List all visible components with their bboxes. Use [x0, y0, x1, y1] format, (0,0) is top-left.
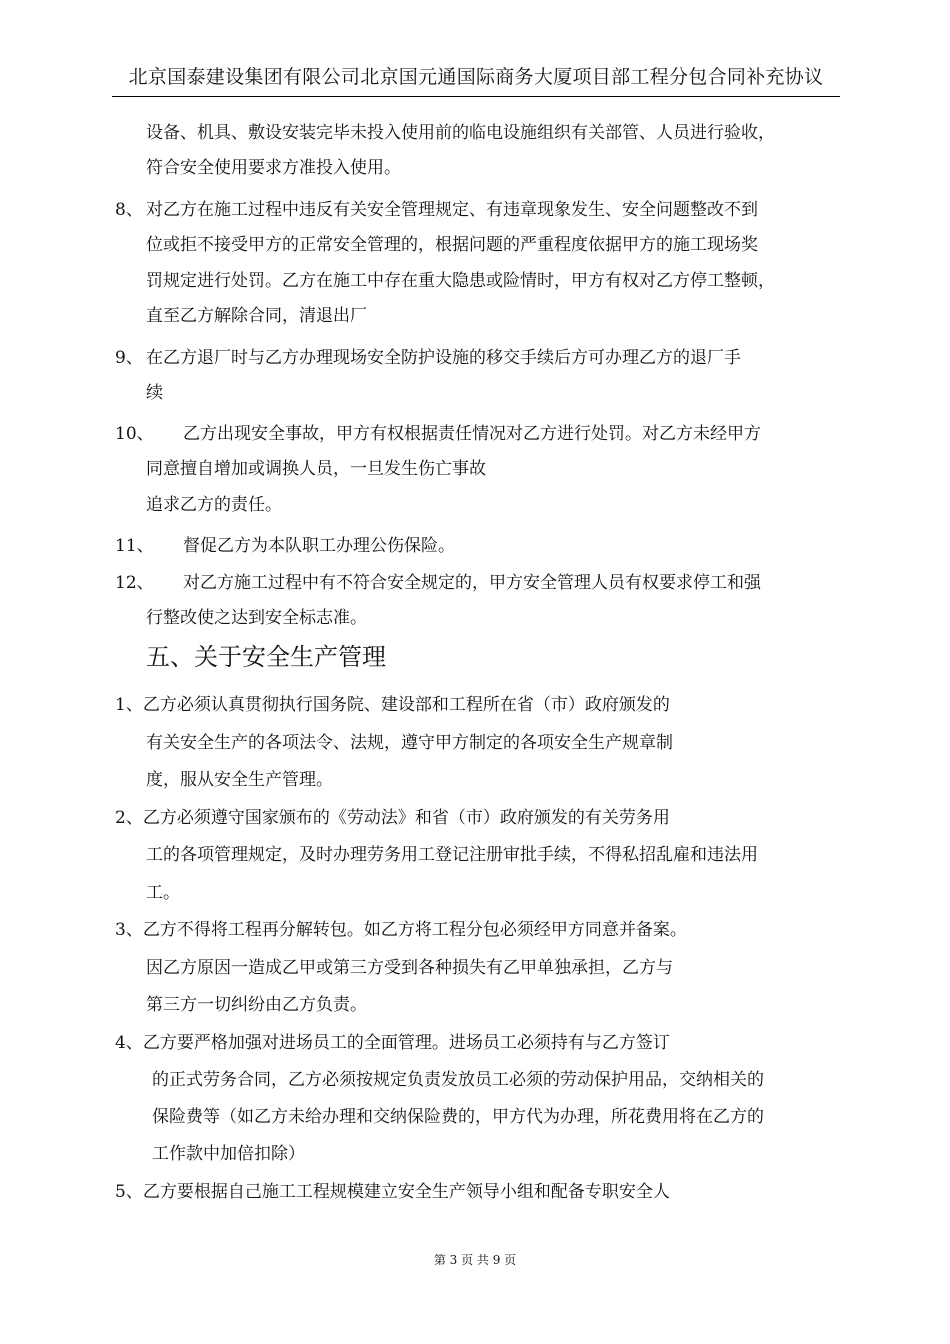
item-8-line-4: 直至乙方解除合同，清退出厂 [146, 306, 367, 326]
clause-4-line-2: 的正式劳务合同，乙方必须按规定负责发放员工必须的劳动保护用品，交纳相关的 [152, 1070, 764, 1090]
clause-2-line-3: 工。 [146, 883, 180, 903]
page-number: 第 3 页 共 9 页 [433, 1253, 517, 1267]
item-8-line-1: 对乙方在施工过程中违反有关安全管理规定、有违章现象发生、安全问题整改不到 [146, 200, 758, 220]
clause-4-line-3: 保险费等（如乙方未给办理和交纳保险费的，甲方代为办理，所花费用将在乙方的 [152, 1107, 764, 1127]
clause-4-line-1: 4、乙方要严格加强对进场员工的全面管理。进场员工必须持有与乙方签订 [115, 1033, 670, 1053]
clause-4-line-4: 工作款中加倍扣除） [152, 1144, 305, 1164]
item-9-line-1: 在乙方退厂时与乙方办理现场安全防护设施的移交手续后方可办理乙方的退厂手 [146, 348, 741, 368]
clause-1-line-1: 1、乙方必须认真贯彻执行国务院、建设部和工程所在省（市）政府颁发的 [115, 695, 670, 715]
clause-3-line-1: 3、乙方不得将工程再分解转包。如乙方将工程分包必须经甲方同意并备案。 [115, 920, 687, 940]
clause-5-line-1: 5、乙方要根据自己施工工程规模建立安全生产领导小组和配备专职安全人 [115, 1182, 670, 1202]
clause-1-line-2: 有关安全生产的各项法令、法规，遵守甲方制定的各项安全生产规章制 [146, 733, 673, 753]
item-9-line-2: 续 [146, 383, 163, 403]
clause-2-line-1: 2、乙方必须遵守国家颁布的《劳动法》和省（市）政府颁发的有关劳务用 [115, 808, 670, 828]
item-8-number: 8、 [115, 200, 143, 220]
continuation-line-1: 设备、机具、敷设安装完毕未投入使用前的临电设施组织有关部管、人员进行验收， [146, 123, 775, 143]
section-5-heading: 五、关于安全生产管理 [146, 643, 386, 671]
clause-3-line-3: 第三方一切纠纷由乙方负责。 [146, 995, 367, 1015]
item-10-line-1: 乙方出现安全事故，甲方有权根据责任情况对乙方进行处罚。对乙方未经甲方 [183, 424, 761, 444]
clause-2-line-2: 工的各项管理规定，及时办理劳务用工登记注册审批手续，不得私招乱雇和违法用 [146, 845, 758, 865]
clause-1-line-3: 度，服从安全生产管理。 [146, 770, 333, 790]
clause-3-line-2: 因乙方原因一造成乙甲或第三方受到各种损失有乙甲单独承担，乙方与 [146, 958, 673, 978]
page-header: 北京国泰建设集团有限公司北京国元通国际商务大厦项目部工程分包合同补充协议 [112, 62, 840, 97]
continuation-line-2: 符合安全使用要求方准投入使用。 [146, 158, 401, 178]
item-10-number: 10、 [115, 424, 154, 444]
item-11-number: 11、 [115, 536, 154, 556]
item-12-line-1: 对乙方施工过程中有不符合安全规定的，甲方安全管理人员有权要求停工和强 [183, 573, 761, 593]
item-11-line-1: 督促乙方为本队职工办理公伤保险。 [183, 536, 455, 556]
item-12-line-2: 行整改使之达到安全标志准。 [146, 608, 367, 628]
item-10-line-3: 追求乙方的责任。 [146, 495, 282, 515]
item-12-number: 12、 [115, 573, 154, 593]
item-9-number: 9、 [115, 348, 143, 368]
item-8-line-3: 罚规定进行处罚。乙方在施工中存在重大隐患或险情时，甲方有权对乙方停工整顿， [146, 271, 775, 291]
item-10-line-2: 同意擅自增加或调换人员，一旦发生伤亡事故 [146, 459, 486, 479]
item-8-line-2: 位或拒不接受甲方的正常安全管理的，根据问题的严重程度依据甲方的施工现场奖 [146, 235, 758, 255]
